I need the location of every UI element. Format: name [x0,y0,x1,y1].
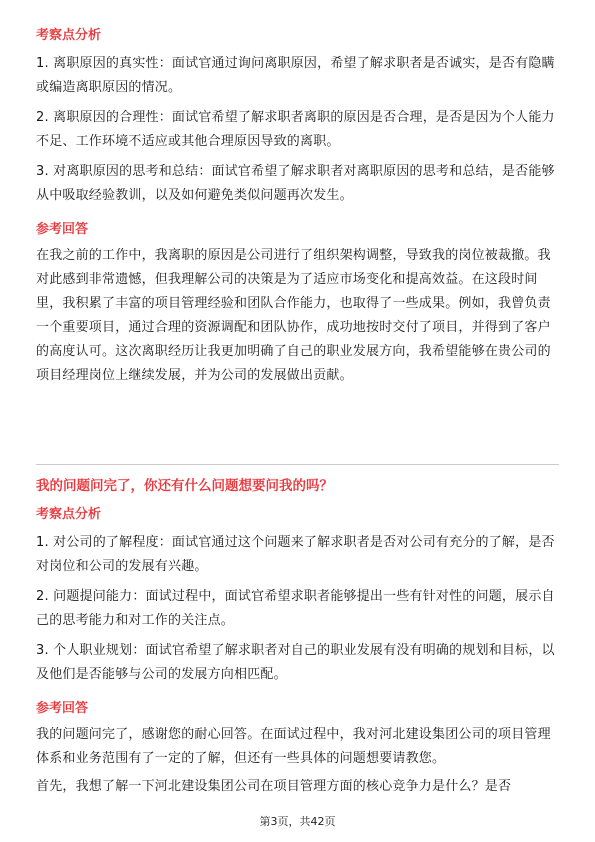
analysis-point: 2. 离职原因的合理性：面试官希望了解求职者离职的原因是否合理，是否是因为个人能力不足、工作环境不适应或其他合理原因导致的离职。 [36,110,555,149]
answer-paragraph: 我的问题问完了，感谢您的耐心回答。在面试过程中，我对河北建设集团公司的项目管理体系和业务范围有了一定的了解，但还有一些具体的问题想要请教您。 [36,727,551,766]
analysis-point: 2. 问题提问能力：面试过程中，面试官希望求职者能够提出一些有针对性的问题，展示自己的思考能力和对工作的关注点。 [36,589,555,628]
analysis-heading: 考察点分析 [36,507,102,522]
section-divider [36,464,559,465]
analysis-point: 1. 离职原因的真实性：面试官通过询问离职原因，希望了解求职者是否诚实，是否有隐瞒或编造离职原因的情况。 [36,56,555,95]
answer-heading: 参考回答 [36,222,89,237]
answer-text: 在我之前的工作中，我离职的原因是公司进行了组织架构调整，导致我的岗位被裁撤。我对此感到非常遗憾，但我理解公司的决策是为了适应市场变化和提高效益。在这段时间里，我积累了丰富的项目管理经验和团队合作能力，也取得了一些成果。例如，我曾负责一个重要项目，通过合理的资源调配和团队协作，成功地按时交付了项目，并得到了客户的高度认可。这次离职经历让我更加明确了自己的职业发展方向，我希望能够在贵公司的项目经理岗位上继续发展，并为公司的发展做出贡献。 [36,248,551,383]
section-final-question [36,475,559,799]
analysis-point: 1. 对公司的了解程度：面试官通过这个问题来了解求职者是否对公司有充分的了解，是否对岗位和公司的发展有兴趣。 [36,535,555,574]
analysis-point: 3. 对离职原因的思考和总结：面试官希望了解求职者对离职原因的思考和总结，是否能够从中吸取经验教训，以及如何避免类似问题再次发生。 [36,164,555,203]
section-previous-question [36,26,559,388]
page-number: 第3页，共42页 [259,815,336,828]
analysis-heading: 考察点分析 [36,28,102,43]
analysis-point: 3. 个人职业规划：面试官希望了解求职者对自己的职业发展有没有明确的规划和目标，以及他们是否能够与公司的发展方向相匹配。 [36,643,555,682]
answer-heading: 参考回答 [36,701,89,716]
question-title: 我的问题问完了，你还有什么问题想要问我的吗？ [36,478,333,494]
answer-paragraph: 首先，我想了解一下河北建设集团公司在项目管理方面的核心竞争力是什么？是否 [36,779,512,794]
